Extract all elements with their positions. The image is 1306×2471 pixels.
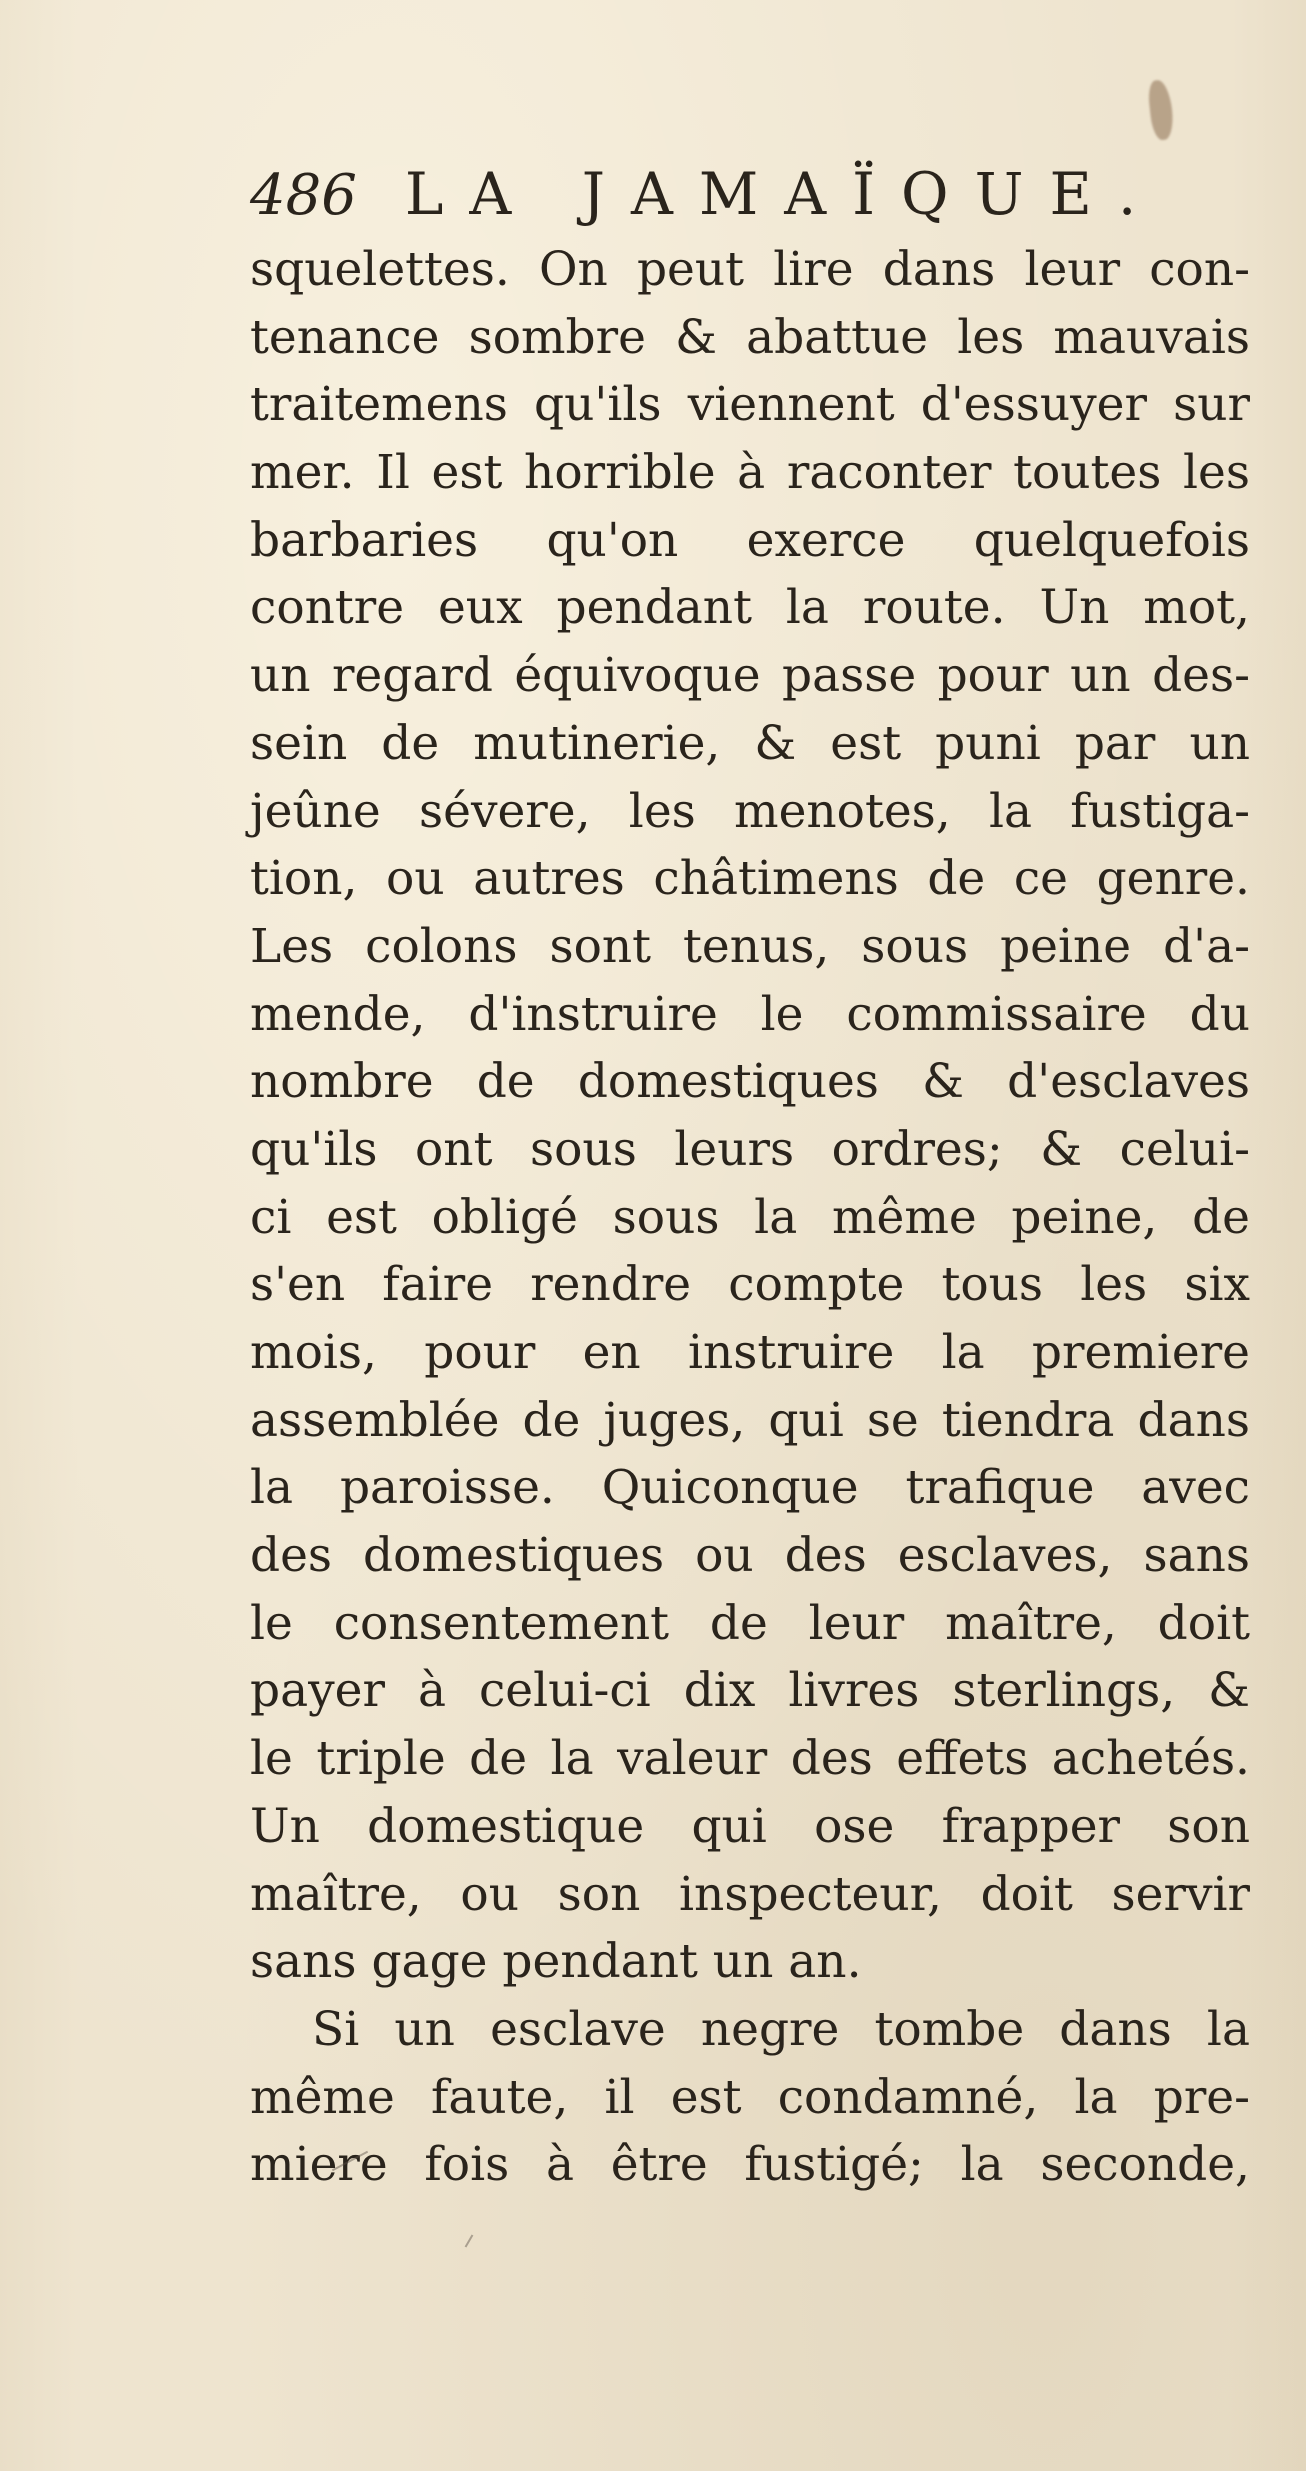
- ink-stain: [1147, 79, 1175, 141]
- text-line: barbaries qu'on exerce quelquefois: [250, 512, 1250, 568]
- text-line: squelettes. On peut lire dans leur con-: [250, 242, 1250, 297]
- text-line: le consentement de leur maître, doit: [250, 1595, 1250, 1651]
- text-line: jeûne sévere, les menotes, la fustiga-: [250, 783, 1250, 839]
- text-line: ci est obligé sous la même peine, de: [250, 1189, 1250, 1245]
- text-line: nombre de domestiques & d'esclaves: [250, 1054, 1250, 1110]
- text-line: sans gage pendant un an.: [250, 1934, 862, 1990]
- stray-mark: [465, 2234, 474, 2247]
- text-line: Un domestique qui ose frapper son: [250, 1798, 1250, 1854]
- text-line: contre eux pendant la route. Un mot,: [250, 580, 1250, 636]
- text-line: traitemens qu'ils viennent d'essuyer sur: [250, 377, 1250, 433]
- text-line: sein de mutinerie, & est puni par un: [250, 715, 1250, 771]
- text-line: tion, ou autres châtimens de ce genre.: [250, 851, 1250, 907]
- running-title: LA JAMAÏQUE.: [404, 160, 1163, 228]
- text-line: mer. Il est horrible à raconter toutes les: [250, 445, 1250, 501]
- text-line: assemblée de juges, qui se tiendra dans: [250, 1392, 1250, 1448]
- text-line: des domestiques ou des esclaves, sans: [250, 1528, 1250, 1584]
- page-number: 486: [250, 163, 357, 228]
- running-head: [250, 160, 1240, 240]
- text-line: le triple de la valeur des effets achetés.: [250, 1731, 1250, 1787]
- text-line: payer à celui-ci dix livres sterlings, &: [250, 1663, 1250, 1719]
- text-line: mois, pour en instruire la premiere: [250, 1325, 1250, 1380]
- text-line: maître, ou son inspecteur, doit servir: [250, 1866, 1250, 1922]
- text-line: la paroisse. Quiconque trafique avec: [250, 1460, 1250, 1516]
- text-line: miere fois à être fustigé; la seconde,: [250, 2137, 1250, 2193]
- text-line: Les colons sont tenus, sous peine d'a-: [250, 918, 1250, 974]
- body-text: [250, 236, 1250, 2199]
- text-line: mende, d'instruire le commissaire du: [250, 986, 1250, 1042]
- text-line: qu'ils ont sous leurs ordres; & celui-: [250, 1121, 1250, 1177]
- text-line: s'en faire rendre compte tous les six: [250, 1257, 1250, 1313]
- text-line: tenance sombre & abattue les mauvais: [250, 309, 1250, 365]
- text-line: même faute, il est condamné, la pre-: [250, 2069, 1250, 2125]
- text-line: un regard équivoque passe pour un des-: [250, 648, 1250, 704]
- text-line: Si un esclave negre tombe dans la: [312, 2001, 1250, 2057]
